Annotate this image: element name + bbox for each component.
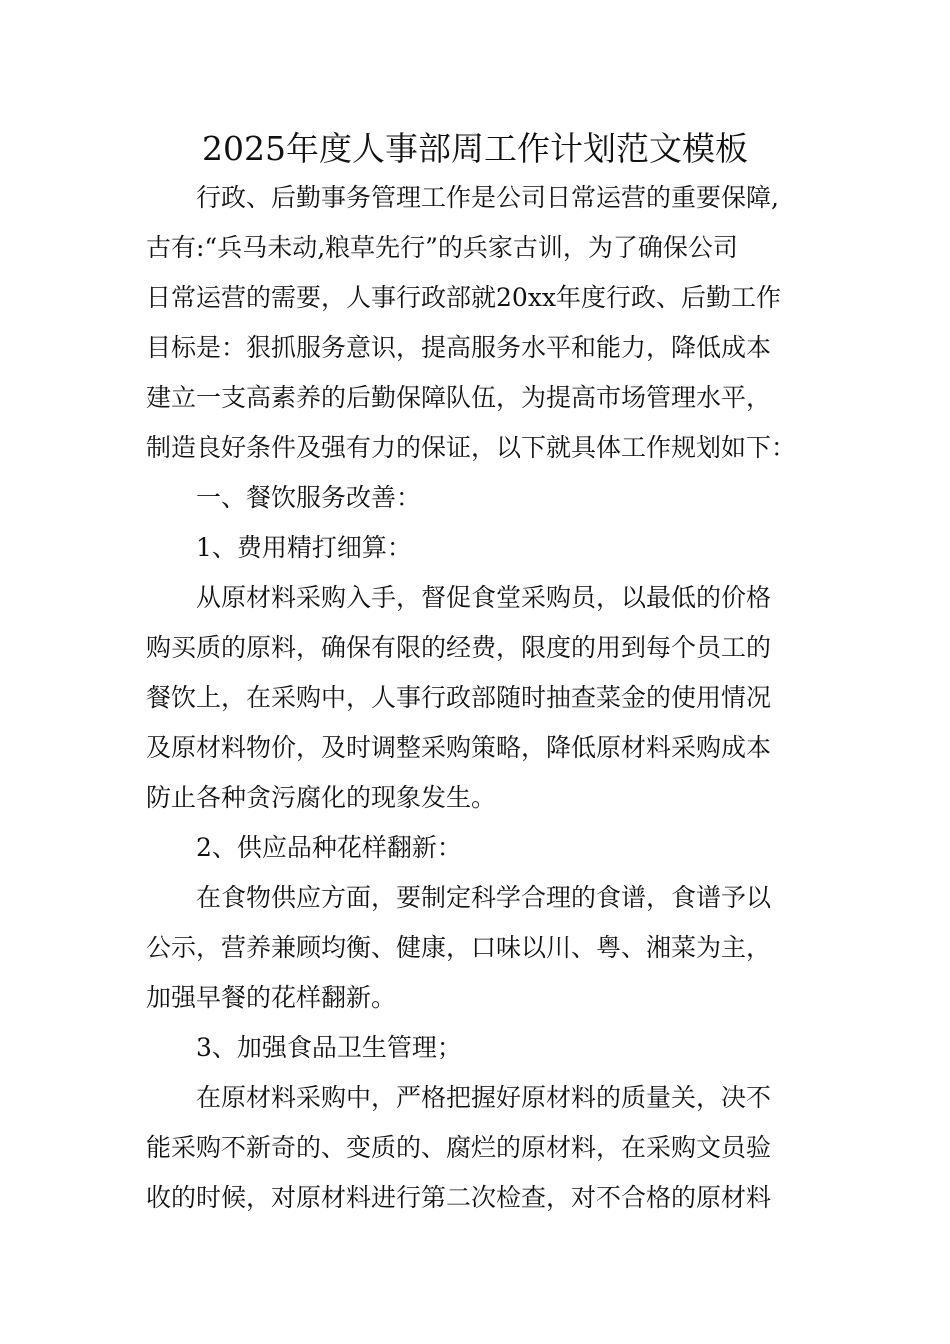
- paragraph-line: 行政、后勤事务管理工作是公司日常运营的重要保障,: [196, 183, 779, 212]
- paragraph-line: 在食物供应方面，要制定科学合理的食谱，食谱予以: [196, 883, 772, 912]
- paragraph-line: 餐饮上，在采购中，人事行政部随时抽查菜金的使用情况: [146, 683, 772, 712]
- paragraph-line: 加强早餐的花样翻新。: [146, 983, 397, 1012]
- section-heading: 一、餐饮服务改善：: [196, 483, 422, 512]
- paragraph-line: 制造良好条件及强有力的保证，以下就具体工作规划如下：: [146, 433, 797, 462]
- paragraph-line: 日常运营的需要，人事行政部就20xx年度行政、后勤工作: [146, 283, 782, 312]
- paragraph-line: 收的时候，对原材料进行第二次检查，对不合格的原材料: [146, 1183, 772, 1212]
- paragraph-line: 及原材料物价，及时调整采购策略，降低原材料采购成本: [146, 733, 772, 762]
- paragraph-line: 古有:“兵马未动,粮草先行”的兵家古训，为了确保公司: [146, 233, 738, 262]
- paragraph-line: 购买质的原料，确保有限的经费，限度的用到每个员工的: [146, 633, 772, 662]
- subsection-heading: 1、费用精打细算：: [196, 533, 412, 562]
- paragraph-line: 从原材料采购入手，督促食堂采购员，以最低的价格: [196, 583, 772, 612]
- paragraph-line: 建立一支高素养的后勤保障队伍，为提高市场管理水平，: [146, 383, 772, 412]
- paragraph-line: 防止各种贪污腐化的现象发生。: [146, 783, 497, 812]
- paragraph-line: 目标是：狠抓服务意识，提高服务水平和能力，降低成本: [146, 333, 772, 362]
- subsection-heading: 3、加强食品卫生管理；: [196, 1033, 462, 1062]
- paragraph-line: 能采购不新奇的、变质的、腐烂的原材料，在采购文员验: [146, 1133, 772, 1162]
- paragraph-line: 在原材料采购中，严格把握好原材料的质量关，决不: [196, 1083, 772, 1112]
- document-title: 2025年度人事部周工作计划范文模板: [202, 129, 748, 168]
- subsection-heading: 2、供应品种花样翻新：: [196, 833, 462, 862]
- paragraph-line: 公示，营养兼顾均衡、健康，口味以川、粤、湘菜为主，: [146, 933, 772, 962]
